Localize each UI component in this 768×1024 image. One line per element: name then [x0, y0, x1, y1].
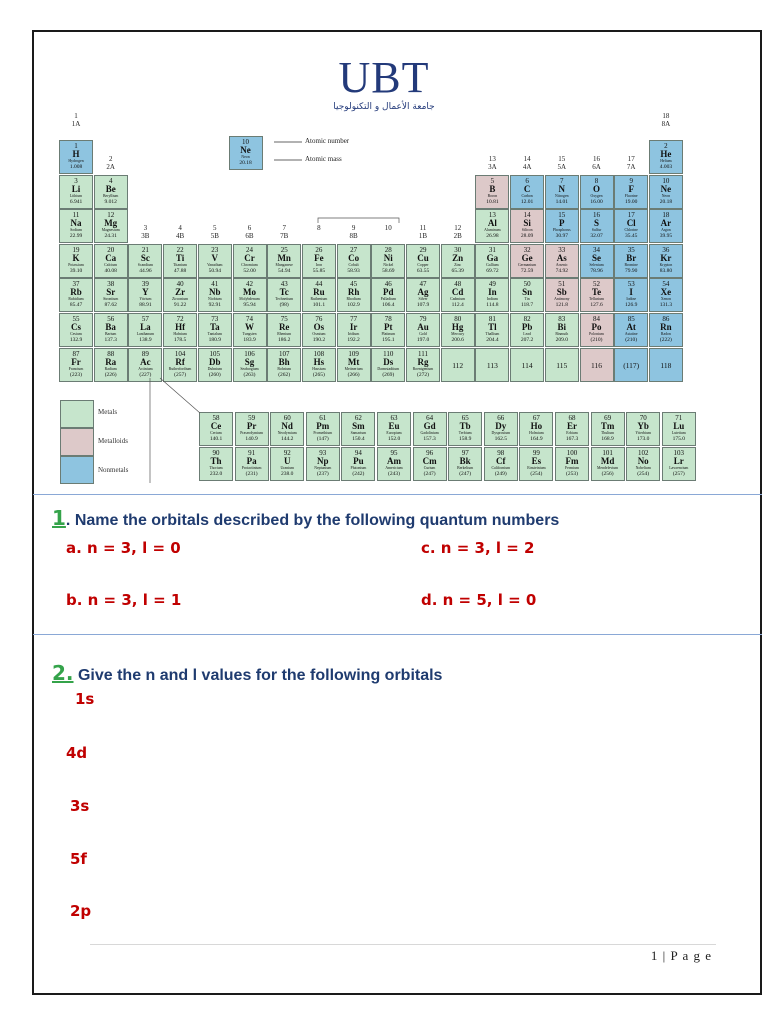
- group-label: 10: [384, 223, 392, 232]
- element-es: 99 Es Einsteinium (254): [519, 447, 553, 481]
- element-pt: 78 Pt Platinum 195.1: [371, 313, 405, 347]
- element-mt: 109 Mt Meitnerium (266): [337, 348, 371, 382]
- group-label: 18 8A: [661, 112, 671, 128]
- group-label: 14 4A: [522, 154, 532, 171]
- element-si: 14 Si Silicon 28.09: [510, 209, 544, 243]
- logo-text: UBT: [338, 53, 430, 102]
- element-sc: 21 Sc Scandium 44.96: [128, 244, 162, 278]
- element-ds: 110 Ds Darmstadtium (269): [371, 348, 405, 382]
- element-tm: 69 Tm Thulium 168.9: [591, 412, 625, 446]
- element-pb: 82 Pb Lead 207.2: [510, 313, 544, 347]
- element-cd: 48 Cd Cadmium 112.4: [441, 278, 475, 312]
- element-i: 53 I Iodine 126.9: [614, 278, 648, 312]
- group-label: 8: [317, 223, 321, 232]
- element-hf: 72 Hf Hafnium 178.5: [163, 313, 197, 347]
- element-la: 57 La Lanthanum 138.9: [128, 313, 162, 347]
- element-fe: 26 Fe Iron 55.85: [302, 244, 336, 278]
- element-ru: 44 Ru Ruthenium 101.1: [302, 278, 336, 312]
- element-se: 34 Se Selenium 78.96: [580, 244, 614, 278]
- element-sg: 106 Sg Seaborgium (263): [233, 348, 267, 382]
- element-eu: 63 Eu Europium 152.0: [377, 412, 411, 446]
- legend-metalloids-label: Metalloids: [98, 437, 128, 445]
- footer-divider: [90, 944, 716, 945]
- group-label: 13 3A: [488, 154, 497, 171]
- element-s: 16 S Sulfur 32.07: [580, 209, 614, 243]
- key-atomic-number-label: Atomic number: [305, 137, 350, 145]
- legend-metalloids-swatch: [60, 428, 94, 456]
- element-rn: 86 Rn Radon (222): [649, 313, 683, 347]
- group-label: 7 7B: [280, 223, 289, 240]
- question-1-item-c: c. n = 3, l = 2: [421, 539, 535, 557]
- element-rf: 104 Rf Rutherfordium (257): [163, 348, 197, 382]
- element-z116: 116: [580, 348, 614, 382]
- element-sn: 50 Sn Tin 118.7: [510, 278, 544, 312]
- question-2-text: Give the n and l values for the following orbitals: [73, 667, 443, 684]
- element-ac: 89 Ac Actinium (227): [128, 348, 162, 382]
- element-cl: 17 Cl Chlorine 35.45: [614, 209, 648, 243]
- element-ti: 22 Ti Titanium 47.88: [163, 244, 197, 278]
- element-sb: 51 Sb Antimony 121.8: [545, 278, 579, 312]
- group-label: 5 5B: [210, 223, 219, 240]
- element-p: 15 P Phosphorus 30.97: [545, 209, 579, 243]
- orbital-item: 2p: [70, 902, 92, 920]
- element-nb: 41 Nb Niobium 92.91: [198, 278, 232, 312]
- element-rb: 37 Rb Rubidium 85.47: [59, 278, 93, 312]
- element-fm: 100 Fm Fermium (253): [555, 447, 589, 481]
- group-label: 12 2B: [453, 223, 462, 240]
- element-na: 11 Na Sodium 22.99: [59, 209, 93, 243]
- element-bi: 83 Bi Bismuth 209.0: [545, 313, 579, 347]
- orbital-item: 4d: [66, 744, 88, 762]
- element-ge: 32 Ge Germanium 72.59: [510, 244, 544, 278]
- element-au: 79 Au Gold 197.0: [406, 313, 440, 347]
- element-tc: 43 Tc Technetium (98): [267, 278, 301, 312]
- question-2-number: 2.: [52, 661, 74, 685]
- element-ba: 56 Ba Barium 137.3: [94, 313, 128, 347]
- element-ni: 28 Ni Nickel 58.69: [371, 244, 405, 278]
- element-pu: 94 Pu Plutonium (242): [341, 447, 375, 481]
- element-z118: 118: [649, 348, 683, 382]
- element-cu: 29 Cu Copper 63.55: [406, 244, 440, 278]
- element-ga: 31 Ga Gallium 69.72: [475, 244, 509, 278]
- key-atomic-mass-label: Atomic mass: [305, 155, 342, 163]
- element-cf: 98 Cf Californium (249): [484, 447, 518, 481]
- question-1-item-d: d. n = 5, l = 0: [421, 591, 537, 609]
- element-lr: 103 Lr Lawrencium (257): [662, 447, 696, 481]
- element-db: 105 Db Dubnium (260): [198, 348, 232, 382]
- element-bk: 97 Bk Berkelium (247): [448, 447, 482, 481]
- element-th: 90 Th Thorium 232.0: [199, 447, 233, 481]
- element-ce: 58 Ce Cerium 140.1: [199, 412, 233, 446]
- element-br: 35 Br Bromine 79.90: [614, 244, 648, 278]
- question-1-title: [52, 506, 559, 530]
- element-ne: 10 Ne Neon 20.18: [229, 136, 263, 170]
- element-po: 84 Po Polonium (210): [580, 313, 614, 347]
- element-n: 7 N Nitrogen 14.01: [545, 175, 579, 209]
- logo-subtitle: جامعة الأعمال و التكنولوجيا: [333, 102, 435, 112]
- element-np: 93 Np Neptunium (237): [306, 447, 340, 481]
- element-pm: 61 Pm Promethium (147): [306, 412, 340, 446]
- legend-nonmetals-swatch: [60, 456, 94, 484]
- element-k: 19 K Potassium 39.10: [59, 244, 93, 278]
- page-number: 1 | P a g e: [650, 948, 712, 963]
- element-rh: 45 Rh Rhodium 102.9: [337, 278, 371, 312]
- group-label: 6 6B: [245, 223, 254, 240]
- element-z115: 115: [545, 348, 579, 382]
- element-mg: 12 Mg Magnesium 24.31: [94, 209, 128, 243]
- element-in: 49 In Indium 114.8: [475, 278, 509, 312]
- element-md: 101 Md Mendelevium (256): [591, 447, 625, 481]
- section-divider-1: [33, 494, 762, 495]
- element-y: 39 Y Yttrium 88.91: [128, 278, 162, 312]
- element-cs: 55 Cs Cesium 132.9: [59, 313, 93, 347]
- element-ta: 73 Ta Tantalum 180.9: [198, 313, 232, 347]
- element-cr: 24 Cr Chromium 52.00: [233, 244, 267, 278]
- element-u: 92 U Uranium 238.0: [270, 447, 304, 481]
- element-mn: 25 Mn Manganese 54.94: [267, 244, 301, 278]
- element-al: 13 Al Aluminum 26.98: [475, 209, 509, 243]
- group-label: 16 6A: [592, 154, 601, 171]
- legend-metals-label: Metals: [98, 408, 118, 416]
- element-ir: 77 Ir Iridium 192.2: [337, 313, 371, 347]
- orbital-item: 3s: [70, 797, 90, 815]
- element-am: 95 Am Americium (243): [377, 447, 411, 481]
- element-dy: 66 Dy Dysprosium 162.5: [484, 412, 518, 446]
- element-xe: 54 Xe Xenon 131.3: [649, 278, 683, 312]
- element-cm: 96 Cm Curium (247): [413, 447, 447, 481]
- element-tl: 81 Tl Thallium 204.4: [475, 313, 509, 347]
- element-c: 6 C Carbon 12.01: [510, 175, 544, 209]
- element-li: 3 Li Lithium 6.941: [59, 175, 93, 209]
- legend-nonmetals-label: Nonmetals: [98, 466, 129, 474]
- group-label: 11 1B: [418, 223, 428, 240]
- element-hg: 80 Hg Mercury 200.6: [441, 313, 475, 347]
- element-ar: 18 Ar Argon 39.95: [649, 209, 683, 243]
- element-ne: 10 Ne Neon 20.18: [649, 175, 683, 209]
- question-1-item-a: a. n = 3, l = 0: [66, 539, 181, 557]
- element-co: 27 Co Cobalt 58.93: [337, 244, 371, 278]
- element-at: 85 At Astatine (210): [614, 313, 648, 347]
- element-sm: 62 Sm Samarium 150.4: [341, 412, 375, 446]
- element-z117: (117): [614, 348, 648, 382]
- element-er: 68 Er Erbium 167.3: [555, 412, 589, 446]
- element-pd: 46 Pd Palladium 106.4: [371, 278, 405, 312]
- element-sr: 38 Sr Strontium 87.62: [94, 278, 128, 312]
- element-h: 1 H Hydrogen 1.008: [59, 140, 93, 174]
- element-ag: 47 Ag Silver 107.9: [406, 278, 440, 312]
- element-ho: 67 Ho Holmium 164.9: [519, 412, 553, 446]
- element-he: 2 He Helium 4.003: [649, 140, 683, 174]
- element-rg: 111 Rg Roentgenium (272): [406, 348, 440, 382]
- ubt-logo: [0, 53, 768, 112]
- element-re: 75 Re Rhenium 186.2: [267, 313, 301, 347]
- element-lu: 71 Lu Lutetium 175.0: [662, 412, 696, 446]
- element-bh: 107 Bh Bohrium (262): [267, 348, 301, 382]
- element-gd: 64 Gd Gadolinium 157.3: [413, 412, 447, 446]
- element-fr: 87 Fr Francium (223): [59, 348, 93, 382]
- element-hs: 108 Hs Hassium (265): [302, 348, 336, 382]
- orbital-item: 1s: [75, 690, 95, 708]
- element-ca: 20 Ca Calcium 40.08: [94, 244, 128, 278]
- group-label: 17 7A: [626, 154, 636, 171]
- element-zn: 30 Zn Zinc 65.39: [441, 244, 475, 278]
- group-label: 3 3B: [141, 223, 150, 240]
- group-label: 9 8B: [349, 223, 358, 240]
- orbital-item: 5f: [70, 850, 87, 868]
- question-1-number: 1: [52, 506, 66, 530]
- element-be: 4 Be Beryllium 9.012: [94, 175, 128, 209]
- element-pr: 59 Pr Praseodymium 140.9: [235, 412, 269, 446]
- legend-metals-swatch: [60, 400, 94, 428]
- group-label: 15 5A: [557, 154, 567, 171]
- element-ra: 88 Ra Radium (226): [94, 348, 128, 382]
- element-z114: 114: [510, 348, 544, 382]
- element-z112: 112: [441, 348, 475, 382]
- question-1-item-b: b. n = 3, l = 1: [66, 591, 182, 609]
- element-as: 33 As Arsenic 74.92: [545, 244, 579, 278]
- element-no: 102 No Nobelium (254): [626, 447, 660, 481]
- element-zr: 40 Zr Zirconium 91.22: [163, 278, 197, 312]
- element-v: 23 V Vanadium 50.94: [198, 244, 232, 278]
- element-os: 76 Os Osmium 190.2: [302, 313, 336, 347]
- group-label: 1 1A: [71, 112, 81, 128]
- question-2-title: [52, 661, 442, 685]
- group-label: 4 4B: [176, 223, 185, 240]
- element-pa: 91 Pa Protactinium (231): [235, 447, 269, 481]
- group-label: 2 2A: [106, 154, 115, 171]
- element-mo: 42 Mo Molybdenum 95.94: [233, 278, 267, 312]
- element-b: 5 B Boron 10.81: [475, 175, 509, 209]
- element-te: 52 Te Tellurium 127.6: [580, 278, 614, 312]
- element-kr: 36 Kr Krypton 83.80: [649, 244, 683, 278]
- element-w: 74 W Tungsten 183.9: [233, 313, 267, 347]
- element-nd: 60 Nd Neodymium 144.2: [270, 412, 304, 446]
- element-tb: 65 Tb Terbium 158.9: [448, 412, 482, 446]
- section-divider-2: [33, 634, 762, 635]
- element-yb: 70 Yb Ytterbium 173.0: [626, 412, 660, 446]
- question-1-text: . Name the orbitals described by the following quantum numbers: [65, 512, 560, 529]
- element-z113: 113: [475, 348, 509, 382]
- element-o: 8 O Oxygen 16.00: [580, 175, 614, 209]
- element-f: 9 F Fluorine 19.00: [614, 175, 648, 209]
